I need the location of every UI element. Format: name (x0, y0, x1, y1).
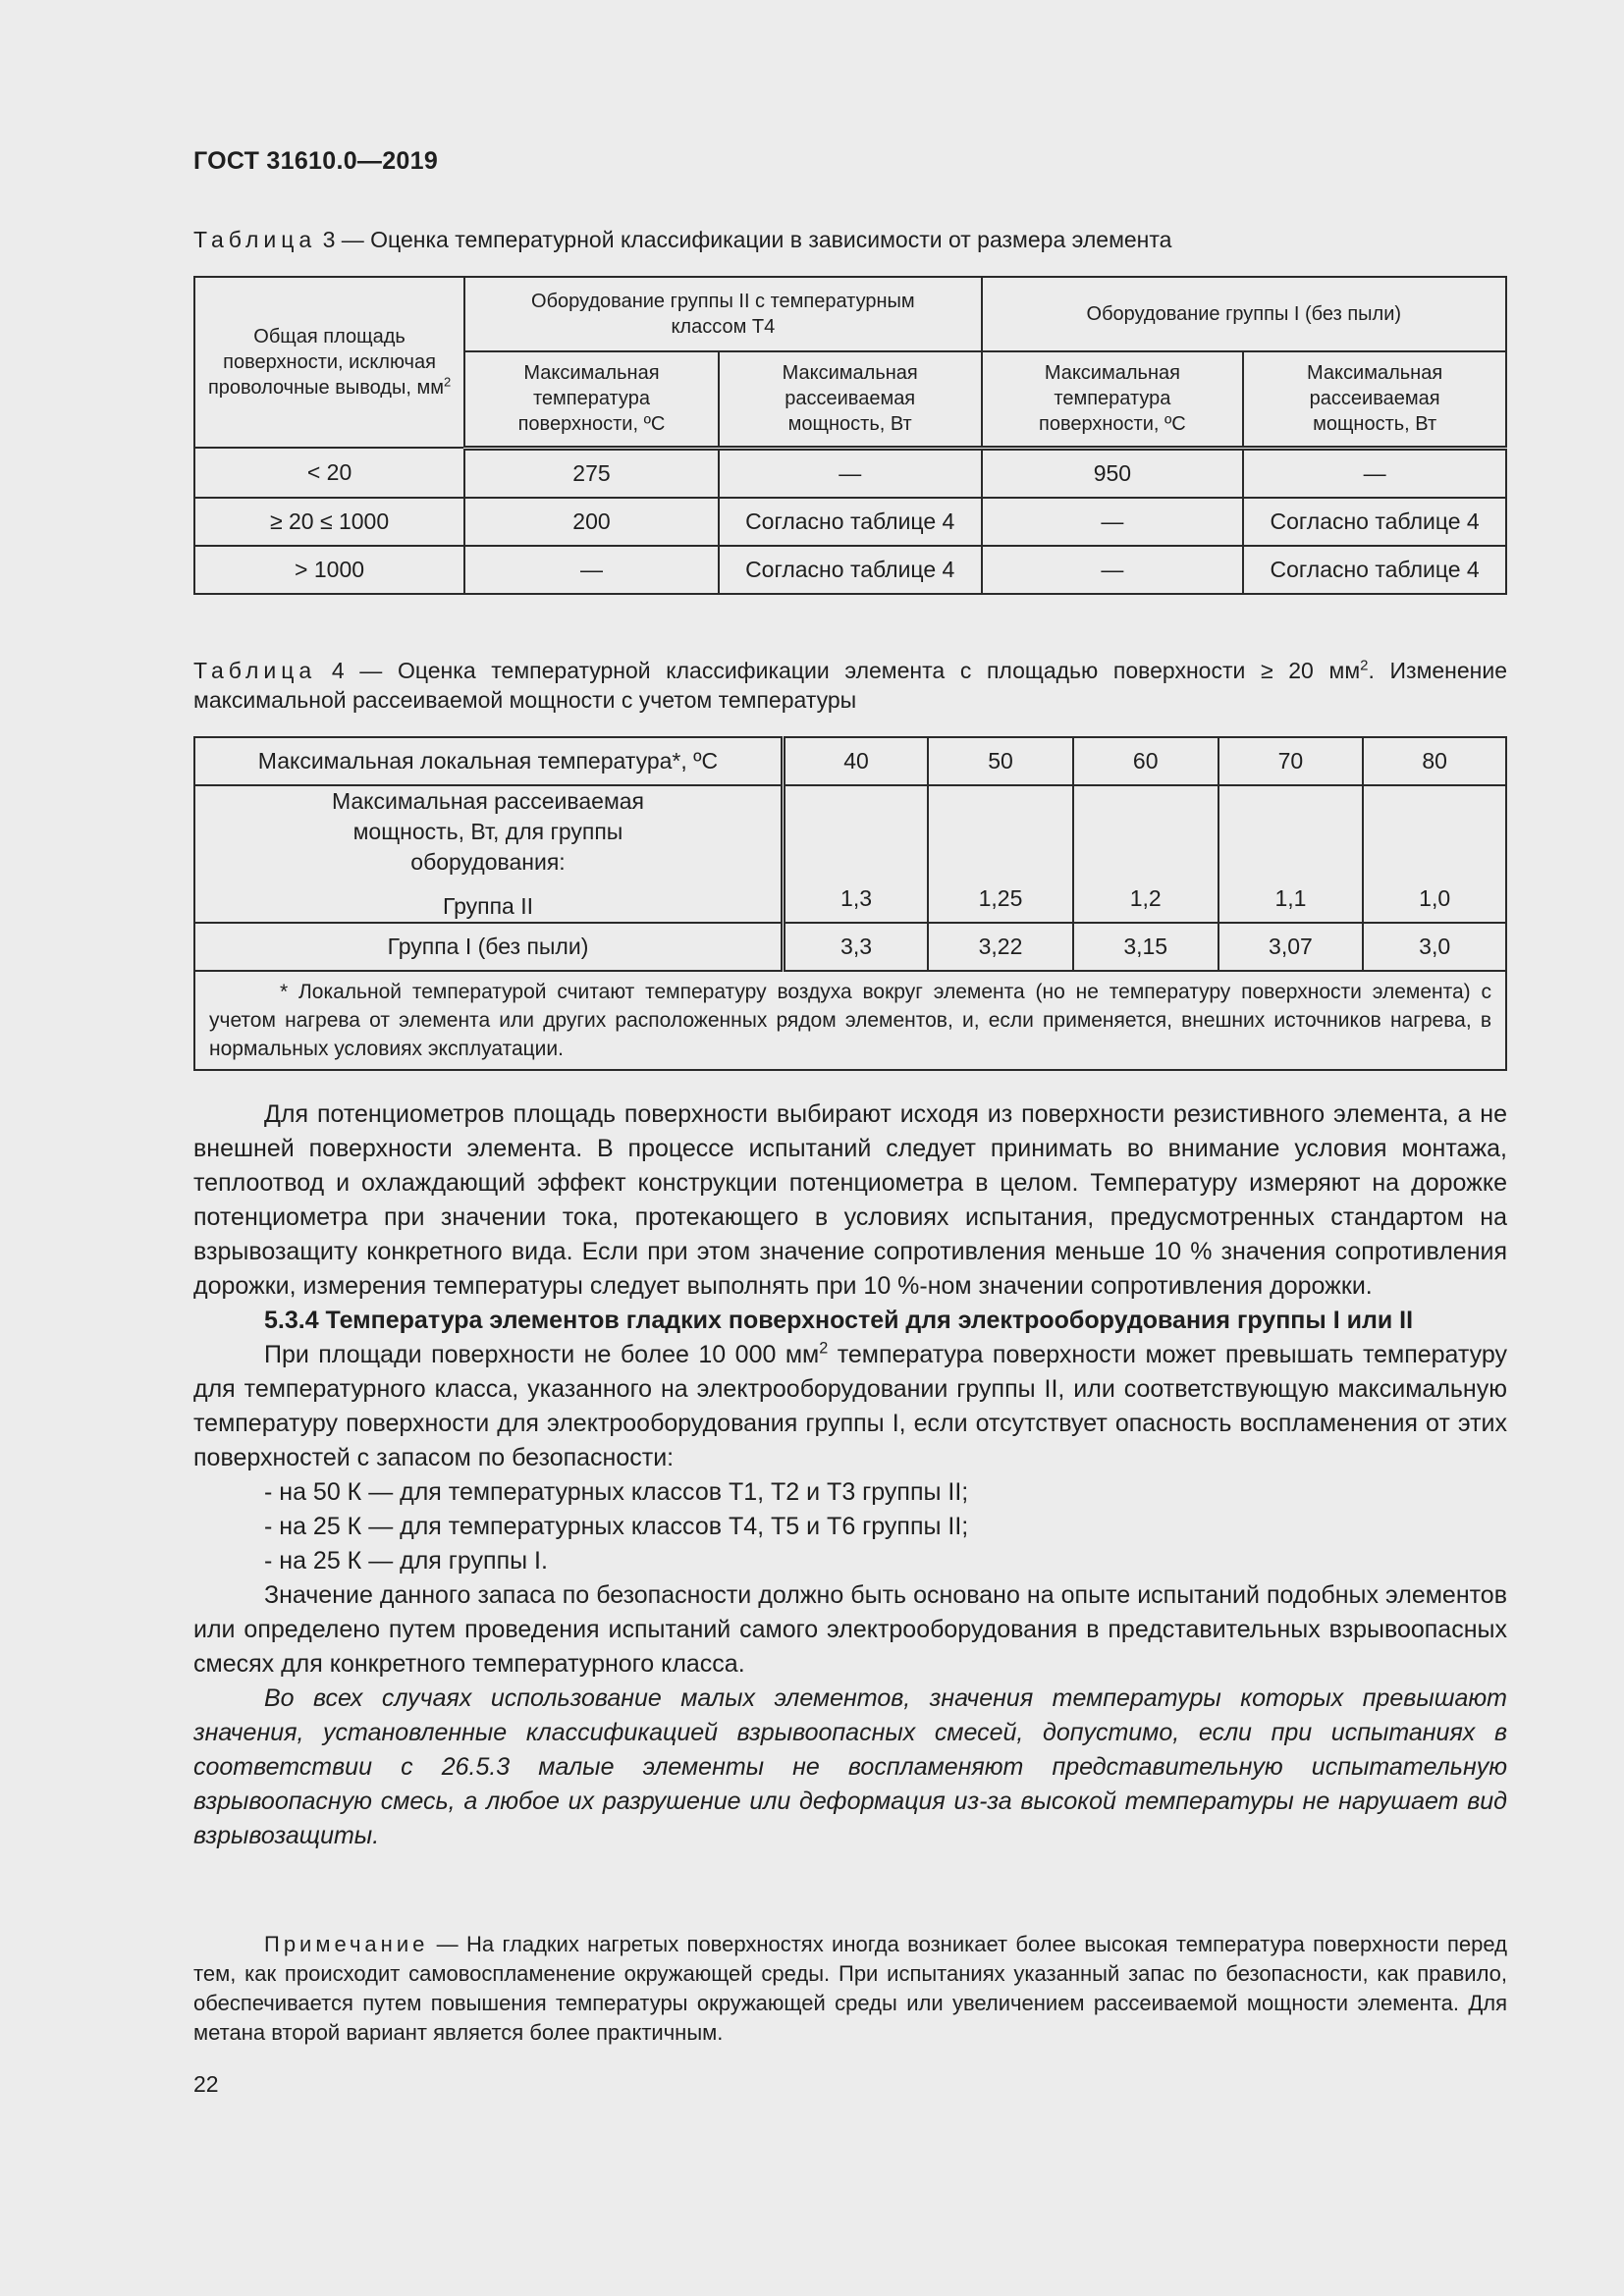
page-header: ГОСТ 31610.0—2019 (193, 147, 439, 175)
table-cell: 3,07 (1218, 923, 1364, 971)
table-cell: 3,3 (783, 923, 928, 971)
table4-caption-text: 4 — Оценка температурной классификации элемента с площадью поверхности ≥ 20 мм (331, 658, 1361, 683)
table-row (194, 546, 1506, 594)
table3-caption (193, 225, 1507, 254)
table-cell: Согласно таблице 4 (1243, 546, 1506, 594)
section-heading: 5.3.4 Температура элементов гладких поверхностей для электрооборудования группы I или II (264, 1307, 1414, 1334)
table-cell: 1,3 (783, 785, 928, 923)
table3-caption-text: 3 — Оценка температурной классификации в зависимости от размера элемента (322, 227, 1172, 252)
table-cell: 1,1 (1218, 785, 1364, 923)
table3-group1-header: Оборудование группы I (без пыли) (982, 277, 1506, 351)
table-cell: 950 (982, 448, 1244, 498)
list-item: - на 25 К — для группы I. (264, 1547, 548, 1575)
paragraph: Для потенциометров площадь поверхности выбирают исходя из поверхности резистивного элемента, а не внешней поверхности элемента. В процессе испытаний следует принимать во внимание условия монтажа, теплоотвод и охлаждающий эффект конструкции потенциометра в целом. Температуру измеряют на дорожке потенциометра при значении тока, протекающего в условиях испытания, предусмотренных стандартом на взрывозащиту конкретного вида. Если при этом значение сопротивления меньше 10 % значения сопротивления дорожки, измерения температуры следует выполнять при 10 %-ном значении сопротивления дорожки. (193, 1100, 1507, 1300)
list-item: - на 50 К — для температурных классов Т1, Т2 и Т3 группы II; (264, 1478, 969, 1506)
note (193, 1930, 1507, 2048)
table4-group1-label: Группа I (без пыли) (194, 923, 783, 971)
table-row (194, 448, 1506, 498)
table-cell: > 1000 (194, 546, 464, 594)
table-cell: 275 (464, 448, 719, 498)
table-cell: — (982, 498, 1244, 546)
table-row (194, 785, 1506, 923)
table-cell: — (1243, 448, 1506, 498)
table-cell: 3,15 (1073, 923, 1218, 971)
table3-sub-temp: Максимальная температура поверхности, ºС (982, 351, 1244, 448)
table-cell: 50 (928, 737, 1073, 785)
table3-sub-power: Максимальная рассеиваемая мощность, Вт (1243, 351, 1506, 448)
table-cell: 1,0 (1363, 785, 1506, 923)
table3-caption-label: Таблица (193, 227, 317, 252)
table3-group2-header: Оборудование группы II с температурным классом Т4 (464, 277, 981, 351)
table-cell: Согласно таблице 4 (719, 498, 982, 546)
superscript: 2 (1360, 657, 1369, 674)
table-cell: Согласно таблице 4 (719, 546, 982, 594)
note-text: — На гладких нагретых поверхностях иногда возникает более высокая температура поверхности перед тем, как происходит самовоспламенение окружающей среды. При испытаниях указанный запас по безопасности, как правило, обеспечивается путем повышения температуры окружающей среды или увеличением рассеиваемой мощности элемента. Для метана второй вариант является более практичным. (193, 1932, 1507, 2045)
table-row (194, 498, 1506, 546)
table4-power-label: Максимальная рассеиваемая мощность, Вт, для группы оборудования: Группа II (194, 785, 783, 923)
paragraph: Во всех случаях использование малых элементов, значения температуры которых превышают значения, установленные классификацией взрывоопасных смесей, допустимо, если при испытаниях в соответствии с 26.5.3 малые элементы не воспламеняют представительную испытательную взрывоопасную смесь, а любое их разрушение или деформация из-за высокой температуры не нарушает вид взрывозащиты. (193, 1684, 1507, 1849)
table-cell: 70 (1218, 737, 1364, 785)
table-cell: — (982, 546, 1244, 594)
table-cell: 200 (464, 498, 719, 546)
page-number: 22 (193, 2071, 219, 2097)
table-cell: — (719, 448, 982, 498)
table-row (194, 923, 1506, 971)
table-cell: 3,22 (928, 923, 1073, 971)
table-row (194, 971, 1506, 1070)
table-3 (193, 276, 1507, 595)
body-text (193, 1097, 1507, 1853)
table3-sub-temp: Максимальная температура поверхности, ºС (464, 351, 719, 448)
paragraph: Значение данного запаса по безопасности должно быть основано на опыте испытаний подобных элементов или определено путем проведения испытаний самого электрооборудования в представительных взрывоопасных смесях для конкретного температурного класса. (193, 1581, 1507, 1678)
table-cell: 3,0 (1363, 923, 1506, 971)
table3-sub-power: Максимальная рассеиваемая мощность, Вт (719, 351, 982, 448)
table-cell: Согласно таблице 4 (1243, 498, 1506, 546)
table-cell: ≥ 20 ≤ 1000 (194, 498, 464, 546)
table4-caption-label: Таблица (193, 658, 317, 683)
table4-footnote: * Локальной температурой считают температуру воздуха вокруг элемента (но не температуру поверхности элемента) с учетом нагрева от элемента или других расположенных рядом элементов, и, если применяется, внешних источников нагрева, в нормальных условиях эксплуатации. (194, 971, 1506, 1070)
table-cell: 60 (1073, 737, 1218, 785)
paragraph: При площади поверхности не более 10 000 $мм^2$ температура поверхности может превышать температуру для температурного класса, указанного на электрооборудовании группы II, или соответствующую максимальную температуру поверхности для электрооборудования группы I, если отсутствует опасность воспламенения от этих поверхностей с запасом по безопасности: (193, 1339, 1507, 1471)
table-cell: < 20 (194, 448, 464, 498)
table-4 (193, 736, 1507, 1071)
note-label: Примечание (264, 1932, 429, 1956)
table4-caption (193, 656, 1507, 715)
table-cell: 1,2 (1073, 785, 1218, 923)
table-cell: 1,25 (928, 785, 1073, 923)
table4-temp-label: Максимальная локальная температура*, ºС (194, 737, 783, 785)
list-item: - на 25 К — для температурных классов Т4, Т5 и Т6 группы II; (264, 1513, 969, 1540)
table-cell: — (464, 546, 719, 594)
table4-caption-text-cont: . Изменение максимальной рассеиваемой мощности с учетом температуры (193, 658, 1508, 713)
table-cell: 80 (1363, 737, 1506, 785)
table-row (194, 737, 1506, 785)
table-cell: 40 (783, 737, 928, 785)
table3-col-area: Общая площадь поверхности, исключая проволочные выводы, $мм^2$ (194, 277, 464, 448)
